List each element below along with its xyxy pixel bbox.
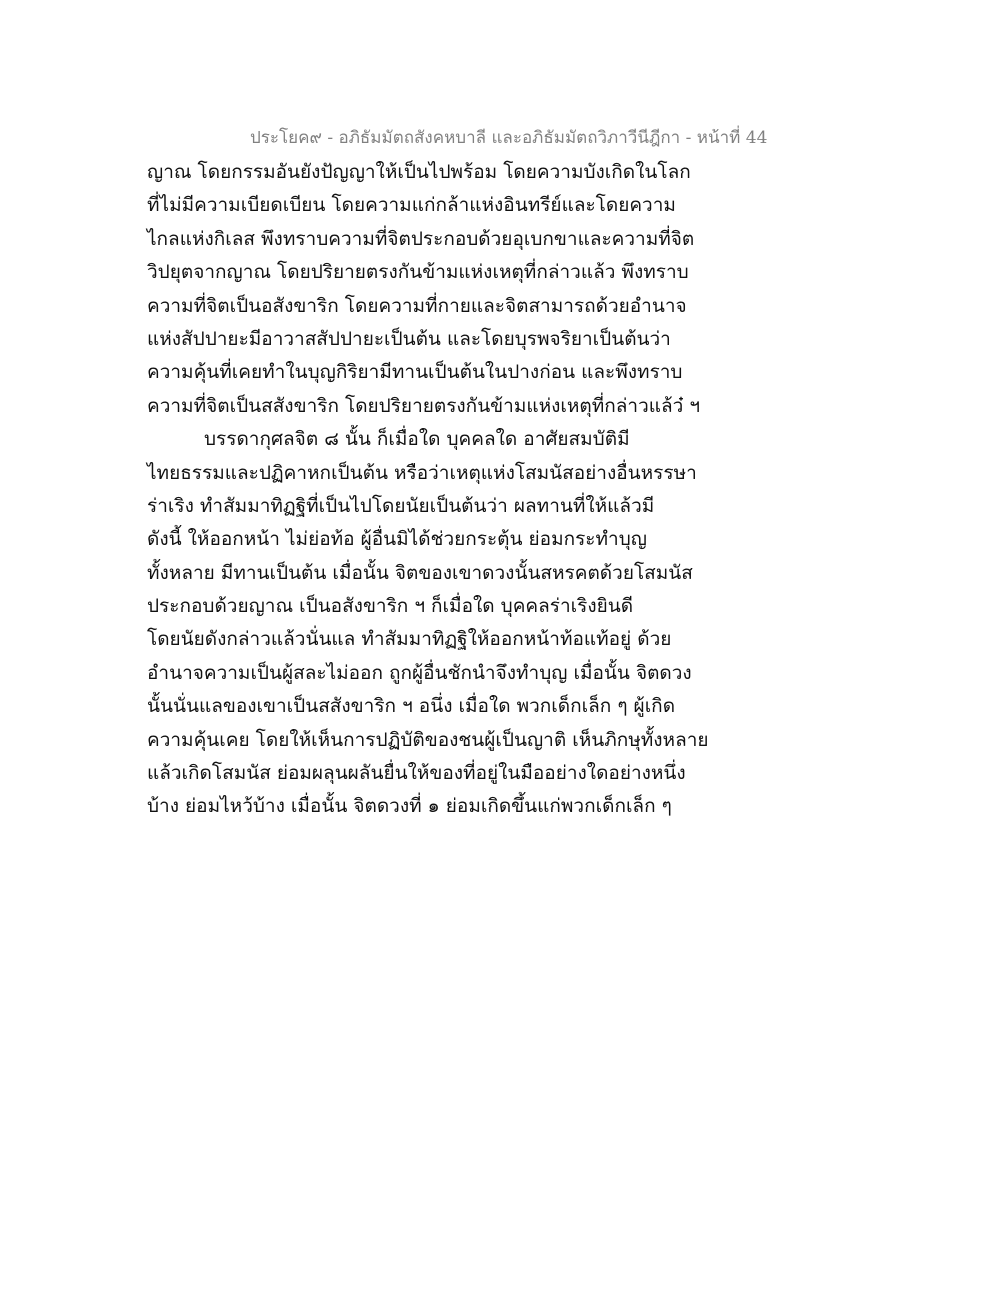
text-line: แห่งสัปปายะมีอาวาสสัปปายะเป็นต้น และโดยบุรพจริยาเป็นต้นว่า	[147, 327, 671, 350]
text-line: ประกอบด้วยญาณ เป็นอสังขาริก ฯ ก็เมื่อใด บุคคลร่าเริงยินดี	[147, 595, 634, 618]
text-line: ความคุ้นที่เคยทำในบุญกิริยามีทานเป็นต้นในปางก่อน และพึงทราบ	[147, 361, 683, 384]
text-line: แล้วเกิดโสมนัส ย่อมผลุนผลันยื่นให้ของที่อยู่ในมืออย่างใดอย่างหนึ่ง	[147, 762, 686, 785]
text-line: ที่ไม่มีความเบียดเบียน โดยความแก่กล้าแห่งอินทรีย์และโดยความ	[147, 194, 676, 217]
text-line: ญาณ โดยกรรมอันยังปัญญาให้เป็นไปพร้อม โดยความบังเกิดในโลก	[147, 161, 691, 183]
text-line: ความคุ้นเคย โดยให้เห็นการปฏิบัติของชนผู้เป็นญาติ เห็นภิกษุทั้งหลาย	[147, 728, 709, 751]
text-line: ความที่จิตเป็นสสังขาริก โดยปริยายตรงกันข้ามแห่งเหตุที่กล่าวแล้ว๋ ฯ	[147, 394, 701, 417]
text-line: ดังนี้ ให้ออกหน้า ไม่ย่อท้อ ผู้อื่นมิได้ช่วยกระตุ้น ย่อมกระทำบุญ	[147, 528, 647, 551]
text-line: ไทยธรรมและปฏิคาหกเป็นต้น หรือว่าเหตุแห่งโสมนัสอย่างอื่นหรรษา	[147, 461, 697, 484]
text-line: ร่าเริง ทำสัมมาทิฏฐิที่เป็นไปโดยนัยเป็นต้นว่า ผลทานที่ให้แล้วมี	[147, 494, 655, 517]
running-header: ประโยค๙ - อภิธัมมัตถสังคหบาลี และอภิธัมมัตถวิภาวีนีฎีกา - หน้าที่ 44	[250, 128, 768, 148]
text-line: โดยนัยดังกล่าวแล้วนั่นแล ทำสัมมาทิฏฐิให้ออกหน้าท้อแท้อยู่ ด้วย	[147, 628, 672, 651]
body-text	[147, 156, 707, 824]
text-line: วิปยุตจากญาณ โดยปริยายตรงกันข้ามแห่งเหตุที่กล่าวแล้ว พึงทราบ	[147, 261, 689, 284]
text-line: นั้นนั่นแลของเขาเป็นสสังขาริก ฯ อนึ่ง เมื่อใด พวกเด็กเล็ก ๆ ผู้เกิด	[147, 695, 676, 718]
text-line: อำนาจความเป็นผู้สละไม่ออก ถูกผู้อื่นชักนำจึงทำบุญ เมื่อนั้น จิตดวง	[147, 661, 692, 684]
text-line: ความที่จิตเป็นอสังขาริก โดยความที่กายและจิตสามารถด้วยอำนาจ	[147, 294, 687, 317]
text-line: บ้าง ย่อมไหว้บ้าง เมื่อนั้น จิตดวงที่ ๑ ย่อมเกิดขึ้นแก่พวกเด็กเล็ก ๆ	[147, 795, 672, 818]
paragraph-first-line: บรรดากุศลจิต ๘ นั้น ก็เมื่อใด บุคคลใด อาศัยสมบัติมี	[204, 428, 630, 451]
text-line: ทั้งหลาย มีทานเป็นต้น เมื่อนั้น จิตของเขาดวงนั้นสหรคตด้วยโสมนัส	[147, 561, 693, 584]
text-line: ไกลแห่งกิเลส พึงทราบความที่จิตประกอบด้วยอุเบกขาและความที่จิต	[147, 227, 695, 250]
